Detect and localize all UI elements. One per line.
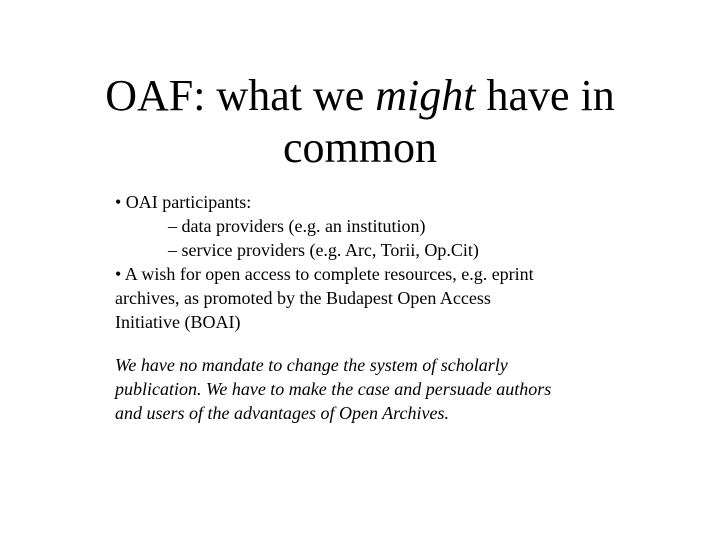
note-line: We have no mandate to change the system of scholarly (115, 355, 508, 375)
sub-bullet-service-providers: – service providers (e.g. Arc, Torii, Op.Cit) (168, 240, 479, 260)
title-text-line2: common (283, 123, 437, 172)
title-emphasis: might (375, 71, 476, 120)
bullet-open-access-line1: • A wish for open access to complete resources, e.g. eprint (115, 264, 534, 284)
note-line: and users of the advantages of Open Archives. (115, 403, 449, 423)
slide-body (115, 190, 635, 425)
slide-title (60, 70, 660, 174)
bullet-open-access-line2: archives, as promoted by the Budapest Open Access (115, 288, 491, 308)
bullet-oai-participants: • OAI participants: (115, 192, 252, 212)
sub-bullet-data-providers: – data providers (e.g. an institution) (168, 216, 426, 236)
italic-note (115, 353, 635, 425)
title-text-part2: have in (475, 71, 615, 120)
note-line: publication. We have to make the case and persuade authors (115, 379, 552, 399)
bullet-open-access-line3: Initiative (BOAI) (115, 312, 241, 332)
title-text-part1: OAF: what we (105, 71, 376, 120)
